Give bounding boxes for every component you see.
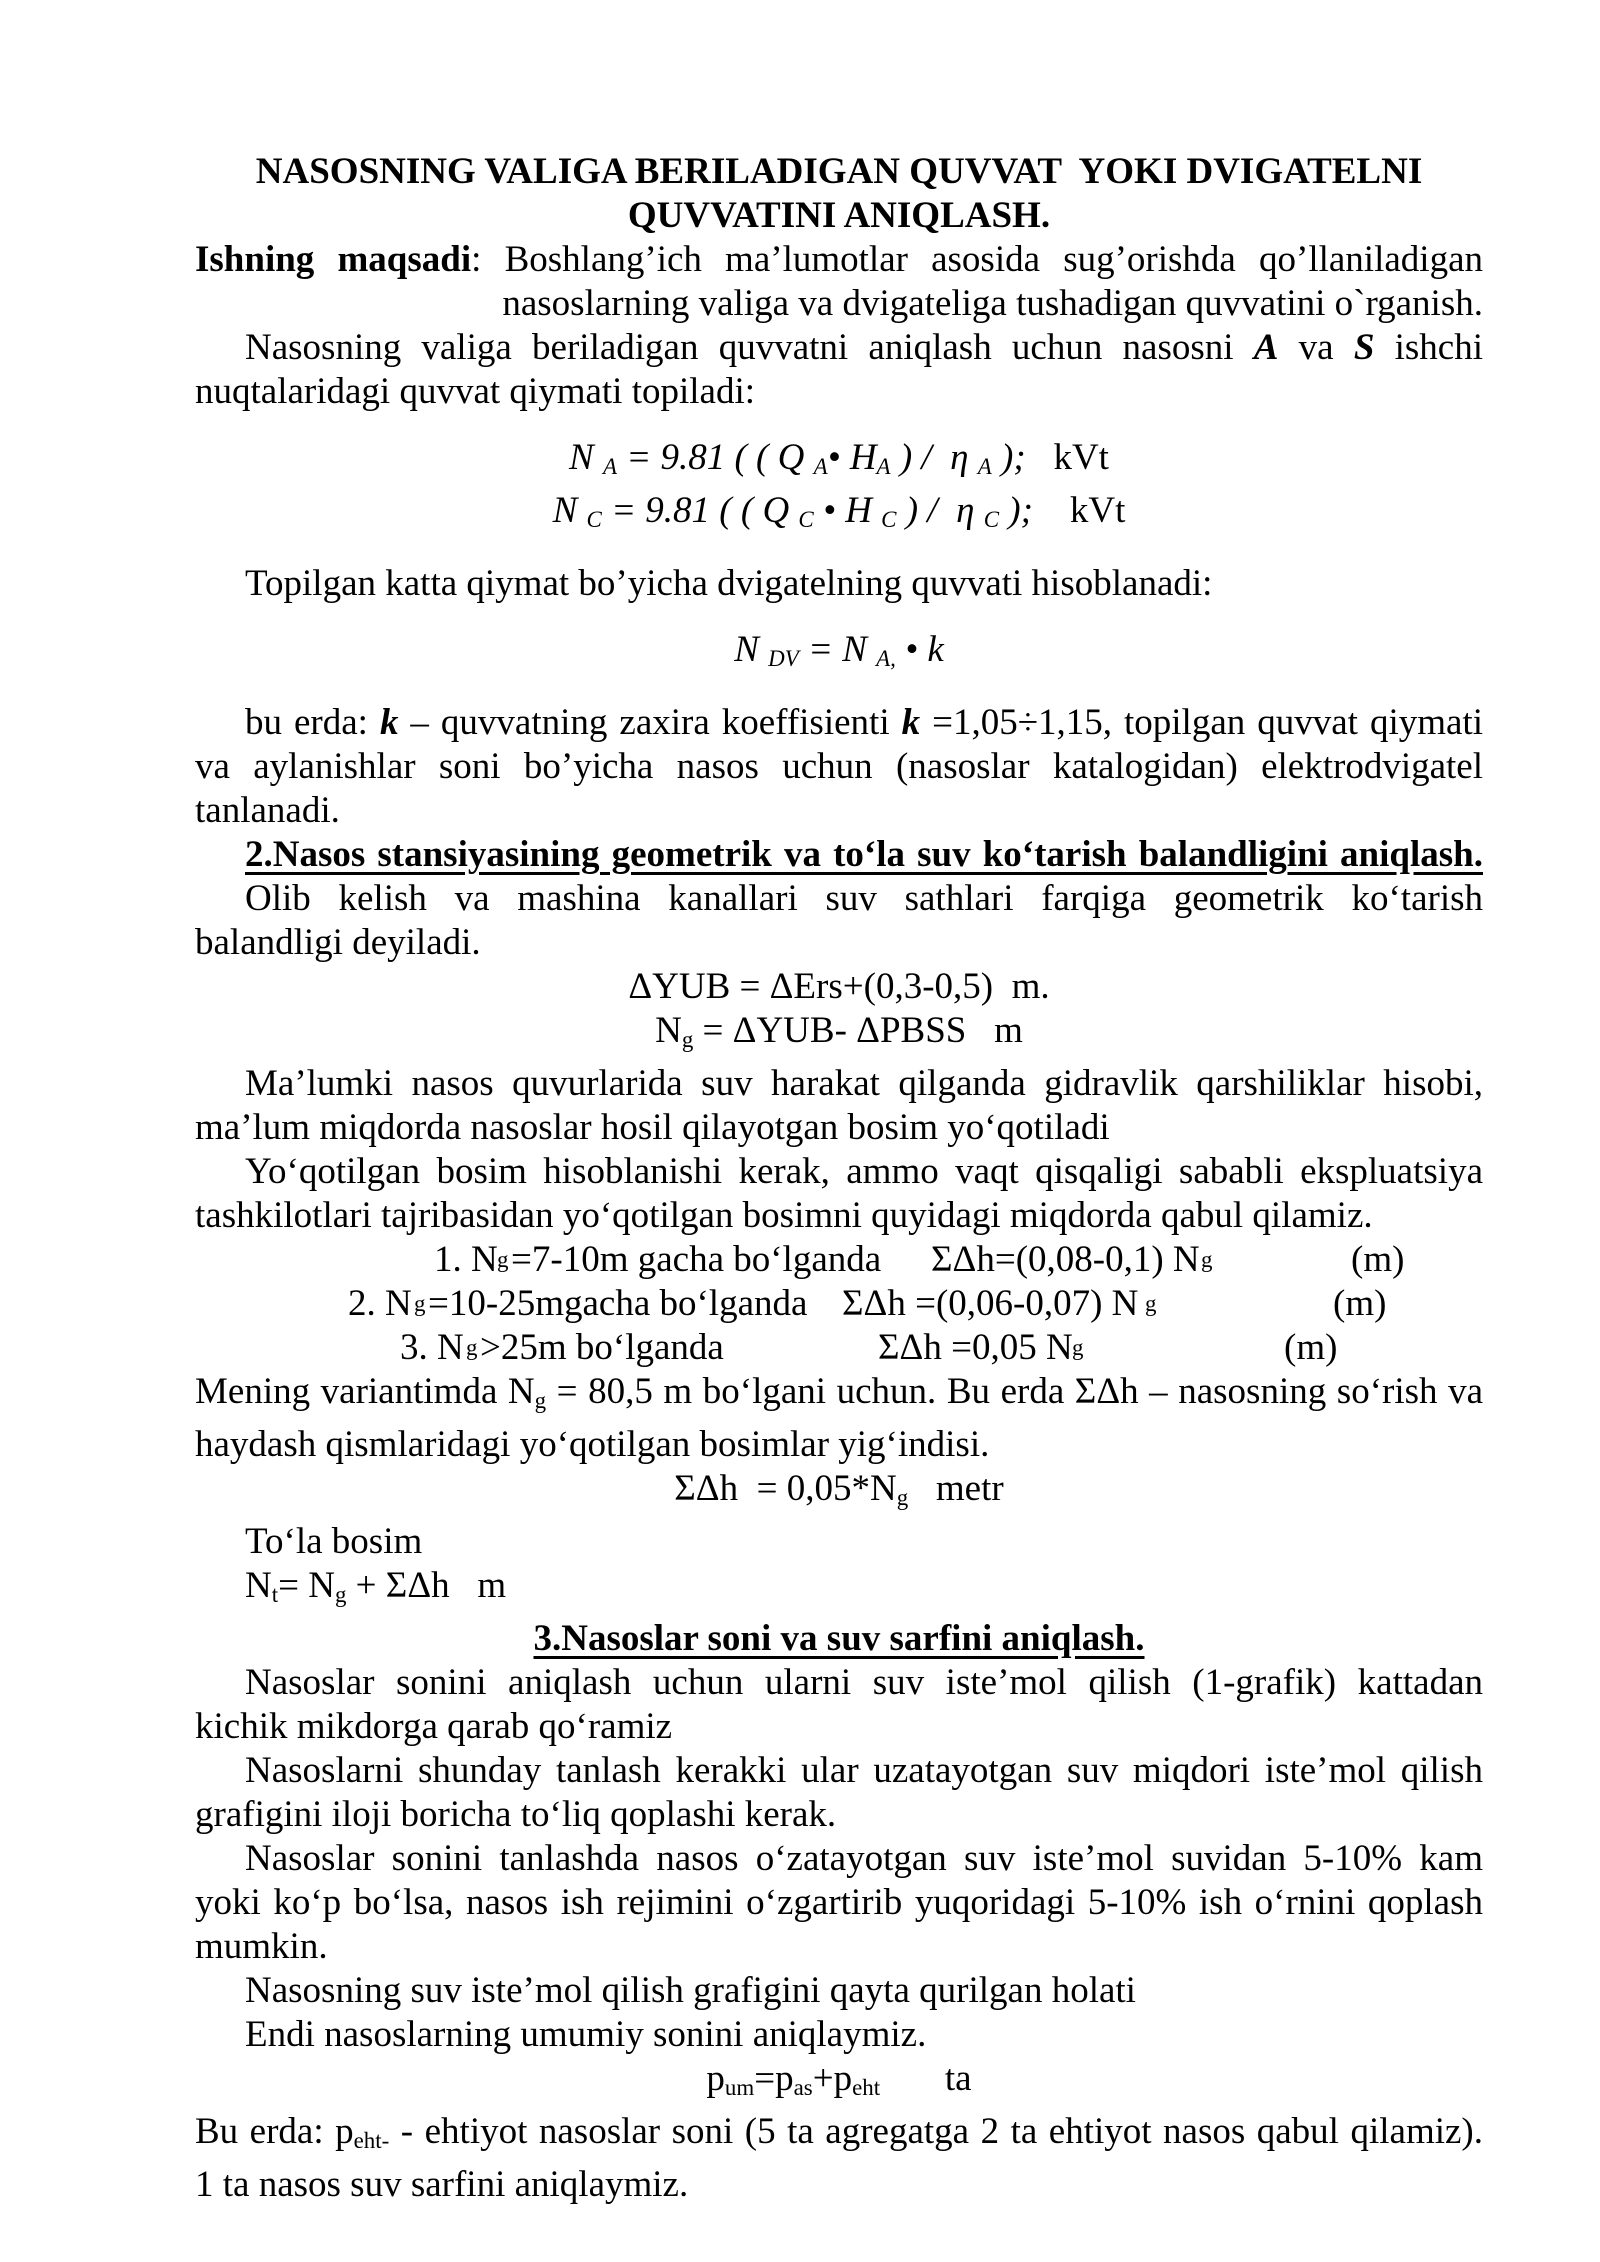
- formula-pum-seg-4: +p: [812, 2058, 853, 2100]
- para-mening-line-1-seg-2: = 80,5 m bo‘lgani uchun. Bu erda ΣΔh – nasosning so‘rish va: [546, 1371, 1483, 1413]
- para-bu-erda-line-1-seg-2: – quvvatning zaxira koeffisienti: [398, 702, 902, 744]
- para-endi-seg-0: Endi nasoslarning umumiy sonini aniqlaymiz.: [245, 2014, 927, 2056]
- para-malumki-line-1-seg-0: Ma’lumki nasos quvurlarida suv harakat qilganda gidravlik qarshiliklar hisobi,: [245, 1063, 1483, 1105]
- para-1-ta-nasos-seg-0: 1 ta nasos suv sarfini aniqlaymiz.: [195, 2164, 689, 2206]
- formula-sigma-seg-1: g: [896, 1485, 909, 1511]
- para-bu-erda-line-2: [195, 745, 1483, 789]
- list-item-1-seg-5: (m): [1351, 1239, 1405, 1281]
- list-item-3-seg-0: 3. N: [400, 1327, 464, 1369]
- para-tanlashda-line-2: [195, 1881, 1483, 1925]
- formula-ng-seg-0: N: [655, 1010, 682, 1052]
- list-item-3-seg-4: g: [1072, 1335, 1084, 1361]
- formula-nc-seg-2: = 9.81 ( ( Q: [601, 490, 799, 532]
- formula-ndv-seg-4: • k: [895, 629, 944, 671]
- para-mening-line-2-seg-0: haydash qismlaridagi yo‘qotilgan bosimlar yig‘indisi.: [195, 1424, 990, 1466]
- formula-yub-seg-0: ΔYUB = ΔErs+(0,3-0,5) m.: [628, 966, 1050, 1008]
- para-malumki-line-2-seg-0: ma’lum miqdorda nasoslar hosil qilayotgan bosim yo‘qotiladi: [195, 1107, 1110, 1149]
- formula-pum-seg-2: =p: [754, 2058, 794, 2100]
- list-item-1-seg-0: 1. N: [434, 1239, 498, 1281]
- formula-na-seg-1: A: [602, 454, 617, 480]
- list-item-2: [195, 1282, 1483, 1326]
- para-malumki-line-2: [195, 1106, 1483, 1150]
- list-item-3-seg-2: >25m bo‘lganda: [480, 1327, 724, 1369]
- formula-na-seg-0: N: [569, 437, 603, 478]
- section-3-heading-seg-0: 3.Nasoslar soni va suv sarfini aniqlash.: [533, 1618, 1145, 1660]
- formula-nt-seg-4: + ΣΔh m: [346, 1565, 507, 1607]
- formula-nt-seg-3: g: [334, 1582, 347, 1608]
- formula-na-seg-9: kVt: [1025, 437, 1109, 478]
- para-nasoslarni-line-2-seg-0: grafigini iloji boricha to‘liq qoplashi kerak.: [195, 1794, 837, 1836]
- list-item-3-seg-1: g: [466, 1335, 478, 1361]
- para-bu-erda-line-3-seg-0: tanlanadi.: [195, 790, 340, 832]
- para-topilgan-seg-0: Topilgan katta qiymat bo’yicha dvigatelning quvvati hisoblanadi:: [245, 563, 1213, 605]
- formula-nc-seg-9: kVt: [1032, 490, 1126, 532]
- section-2-heading-seg-0: 2.Nasos stansiyasining geometrik va to‘la suv ko‘tarish balandligini aniqlash.: [245, 834, 1483, 876]
- para-bu-erda-line-1-seg-4: =1,05÷1,15, topilgan quvvat qiymati: [920, 702, 1483, 744]
- para-shaft-power-line-1-seg-4: ishchi: [1374, 327, 1483, 368]
- para-tanlashda-line-3: [195, 1925, 1483, 1969]
- para-shaft-power-line-1-seg-2: va: [1278, 327, 1354, 368]
- formula-nc-seg-7: C: [983, 507, 1000, 533]
- list-item-2-seg-4: g: [1145, 1291, 1157, 1317]
- para-nasoslar-soni-line-2: [195, 1705, 1483, 1749]
- formula-na-seg-3: A: [813, 454, 828, 480]
- formula-ndv-seg-1: DV: [768, 646, 799, 672]
- para-1-ta-nasos: [195, 2163, 1483, 2207]
- para-tanlashda-line-2-seg-0: yoki ko‘p bo‘lsa, nasos ish rejimini o‘zgartirib yuqoridagi 5-10% ish o‘rnini qoplash: [195, 1882, 1483, 1924]
- para-olib-line-2-seg-0: balandligi deyiladi.: [195, 922, 481, 964]
- para-yoqotilgan-line-2: [195, 1194, 1483, 1238]
- formula-na-seg-7: A: [977, 454, 992, 480]
- list-item-1-seg-4: g: [1201, 1247, 1213, 1273]
- list-item-2-seg-1: g: [414, 1291, 426, 1317]
- para-nasoslarni-line-1: [195, 1749, 1483, 1793]
- para-nasoslarni-line-2: [195, 1793, 1483, 1837]
- para-bu-erda-line-1: [195, 701, 1483, 745]
- formula-na: [195, 436, 1483, 489]
- list-item-3-seg-5: (m): [1284, 1327, 1338, 1369]
- formula-nc-seg-0: N: [552, 490, 587, 532]
- para-endi: [195, 2013, 1483, 2057]
- para-tola-bosim: [195, 1520, 1483, 1564]
- para-shaft-power-line-1: [195, 326, 1483, 370]
- formula-nc-seg-8: );: [999, 490, 1033, 532]
- list-item-3: [195, 1326, 1483, 1370]
- section-3-heading: [195, 1617, 1483, 1661]
- formula-na-seg-8: );: [991, 437, 1026, 478]
- title-line-2-seg-0: QUVVATINI ANIQLASH.: [627, 195, 1051, 236]
- para-shaft-power-line-1-seg-0: Nasosning valiga beriladigan quvvatni aniqlash uchun nasosni: [245, 327, 1254, 368]
- formula-pum-seg-0: p: [706, 2058, 725, 2100]
- formula-pum-seg-3: as: [793, 2075, 813, 2101]
- para-bu-erda-peht-seg-1: eht-: [353, 2128, 390, 2154]
- para-tanlashda-line-1: [195, 1837, 1483, 1881]
- para-mening-line-1-seg-1: g: [534, 1388, 547, 1414]
- formula-nc-seg-5: C: [881, 507, 897, 533]
- formula-nt: [195, 1564, 1483, 1617]
- formula-na-seg-2: = 9.81 ( ( Q: [617, 437, 814, 478]
- list-item-1-seg-2: =7-10m gacha bo‘lganda: [511, 1239, 882, 1281]
- para-tola-bosim-seg-0: To‘la bosim: [245, 1521, 423, 1563]
- para-bu-erda-line-3: [195, 789, 1483, 833]
- para-grafik-holati-seg-0: Nasosning suv iste’mol qilish grafigini qayta qurilgan holati: [245, 1970, 1136, 2012]
- para-bu-erda-line-2-seg-0: va aylanishlar soni bo’yicha nasos uchun (nasoslar katalogidan) elektrodvigatel: [195, 746, 1483, 788]
- formula-ng-seg-2: = ΔYUB- ΔPBSS m: [693, 1010, 1023, 1052]
- para-shaft-power-line-1-seg-3: S: [1353, 327, 1375, 368]
- formula-ndv-seg-2: = N: [798, 629, 877, 671]
- formula-sigma: [195, 1467, 1483, 1520]
- formula-nc-seg-1: C: [586, 507, 602, 533]
- formula-sigma-seg-0: ΣΔh = 0,05*N: [674, 1468, 897, 1510]
- para-bu-erda-peht: [195, 2110, 1483, 2163]
- list-item-1-seg-1: g: [497, 1247, 509, 1273]
- formula-nc-seg-6: ) / η: [896, 490, 984, 532]
- title-line-2: [195, 194, 1483, 238]
- formula-ng-seg-1: g: [681, 1027, 694, 1053]
- formula-na-seg-6: ) / η: [890, 437, 978, 478]
- para-topilgan: [195, 562, 1483, 606]
- list-item-2-seg-2: =10-25mgacha bo‘lganda: [428, 1283, 808, 1325]
- formula-na-seg-5: A: [876, 454, 891, 480]
- para-nasoslarni-line-1-seg-0: Nasoslarni shunday tanlash kerakki ular uzatayotgan suv miqdori iste’mol qilish: [245, 1750, 1483, 1792]
- formula-ndv-seg-0: N: [734, 629, 769, 671]
- formula-nc: [195, 489, 1483, 542]
- formula-pum: [195, 2057, 1483, 2110]
- formula-pum-seg-1: um: [724, 2075, 755, 2101]
- purpose-line-2: [195, 282, 1483, 326]
- list-item-1-seg-3: ΣΔh=(0,08-0,1) N: [931, 1239, 1200, 1281]
- para-bu-erda-peht-seg-2: - ehtiyot nasoslar soni (5 ta agregatga 2 ta ehtiyot nasos qabul qilamiz).: [389, 2111, 1483, 2153]
- formula-sigma-seg-2: metr: [908, 1468, 1004, 1510]
- title-line-1-seg-0: NASOSNING VALIGA BERILADIGAN QUVVAT YOKI DVIGATELNI: [255, 151, 1423, 192]
- para-bu-erda-line-1-seg-1: k: [379, 702, 399, 744]
- list-item-2-seg-0: 2. N: [348, 1283, 412, 1325]
- formula-pum-seg-6: ta: [880, 2058, 972, 2100]
- para-yoqotilgan-line-2-seg-0: tashkilotlari tajribasidan yo‘qotilgan bosimni quyidagi miqdorda qabul qilamiz.: [195, 1195, 1373, 1237]
- list-item-2-seg-3: ΣΔh =(0,06-0,07) N: [842, 1283, 1139, 1325]
- formula-ndv-seg-3: A,: [876, 646, 896, 672]
- para-bu-erda-peht-seg-0: Bu erda: p: [195, 2111, 354, 2153]
- para-tanlashda-line-3-seg-0: mumkin.: [195, 1926, 328, 1968]
- para-tanlashda-line-1-seg-0: Nasoslar sonini tanlashda nasos o‘zatayotgan suv iste’mol suvidan 5-10% kam: [245, 1838, 1483, 1880]
- para-olib-line-1-seg-0: Olib kelish va mashina kanallari suv sathlari farqiga geometrik ko‘tarish: [245, 878, 1483, 920]
- para-olib-line-1: [195, 877, 1483, 921]
- para-malumki-line-1: [195, 1062, 1483, 1106]
- para-shaft-power-line-1-seg-1: A: [1253, 327, 1279, 368]
- purpose-line-2-seg-0: nasoslarning valiga va dvigateliga tushadigan quvvatini o`rganish.: [502, 283, 1483, 324]
- formula-yub: [195, 965, 1483, 1009]
- formula-nt-seg-1: t: [271, 1582, 279, 1608]
- list-item-1: [195, 1238, 1483, 1282]
- para-mening-line-1-seg-0: Mening variantimda N: [195, 1371, 535, 1413]
- para-nasoslar-soni-line-1: [195, 1661, 1483, 1705]
- para-bu-erda-line-1-seg-3: k: [901, 702, 921, 744]
- para-yoqotilgan-line-1: [195, 1150, 1483, 1194]
- list-item-3-seg-3: ΣΔh =0,05 N: [878, 1327, 1073, 1369]
- formula-ndv: [195, 628, 1483, 681]
- purpose-line-1-seg-0: Ishning maqsadi: [195, 239, 472, 280]
- purpose-line-1-seg-1: : Boshlang’ich ma’lumotlar asosida sug’orishda qo’llaniladigan: [471, 239, 1483, 280]
- purpose-line-1: [195, 238, 1483, 282]
- formula-na-seg-4: • H: [827, 437, 877, 478]
- title-line-1: [195, 150, 1483, 194]
- para-shaft-power-line-2: [195, 370, 1483, 414]
- para-grafik-holati: [195, 1969, 1483, 2013]
- formula-nc-seg-4: • H: [813, 490, 882, 532]
- formula-nt-seg-2: = N: [278, 1565, 335, 1607]
- formula-nt-seg-0: N: [245, 1565, 272, 1607]
- para-mening-line-1: [195, 1370, 1483, 1423]
- para-nasoslar-soni-line-2-seg-0: kichik mikdorga qarab qo‘ramiz: [195, 1706, 673, 1748]
- para-mening-line-2: [195, 1423, 1483, 1467]
- section-2-heading: [195, 833, 1483, 877]
- para-yoqotilgan-line-1-seg-0: Yo‘qotilgan bosim hisoblanishi kerak, ammo vaqt qisqaligi sababli ekspluatsiya: [245, 1151, 1483, 1193]
- formula-nc-seg-3: C: [798, 507, 814, 533]
- para-nasoslar-soni-line-1-seg-0: Nasoslar sonini aniqlash uchun ularni suv iste’mol qilish (1-grafik) kattadan: [245, 1662, 1483, 1704]
- formula-ng: [195, 1009, 1483, 1062]
- para-olib-line-2: [195, 921, 1483, 965]
- para-bu-erda-line-1-seg-0: bu erda:: [245, 702, 380, 744]
- para-shaft-power-line-2-seg-0: nuqtalaridagi quvvat qiymati topiladi:: [195, 371, 756, 412]
- formula-pum-seg-5: eht: [852, 2075, 881, 2101]
- list-item-2-seg-5: (m): [1333, 1283, 1387, 1325]
